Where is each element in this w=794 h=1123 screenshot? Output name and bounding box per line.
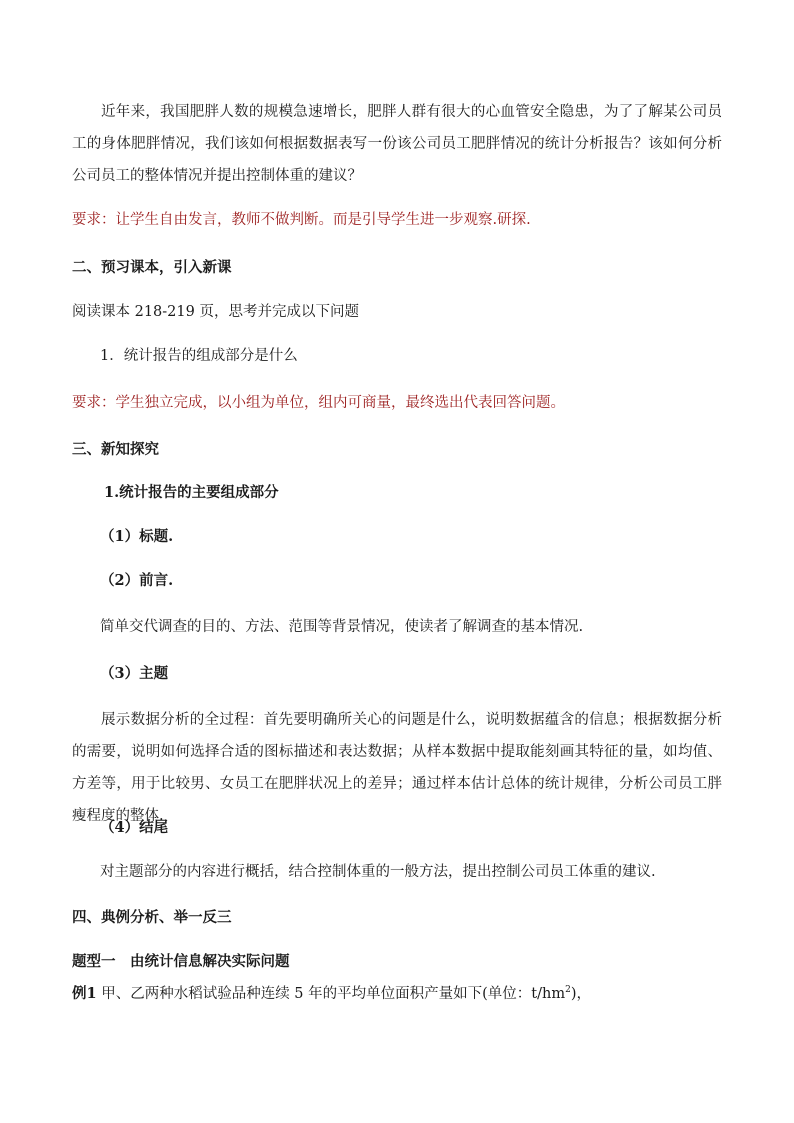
example-superscript: 2 <box>565 985 571 996</box>
type-title: 题型一 由统计信息解决实际问题 <box>72 953 290 970</box>
intro-requirement: 要求：让学生自由发言，教师不做判断。而是引导学生进一步观察.研探. <box>72 212 531 228</box>
section3-subheading: 1.统计报告的主要组成部分 <box>104 484 279 501</box>
part-text-4: 对主题部分的内容进行概括，结合控制体重的一般方法，提出控制公司员工体重的建议. <box>100 864 656 880</box>
example-line <box>72 984 722 1004</box>
part-title-3: （3）主题 <box>100 665 169 682</box>
part-text-3: 展示数据分析的全过程：首先要明确所关心的问题是什么，说明数据蕴含的信息；根据数据分析的需要，说明如何选择合适的图标描述和表达数据；从样本数据中提取能刻画其特征的量，如均值、方差等，用于比较男、女员工在肥胖状况上的差异；通过样本估计总体的统计规律，分析公司员工胖瘦程度的整体. <box>72 712 722 824</box>
part-title-1: （1）标题. <box>100 528 174 545</box>
example-label: 例1 <box>72 985 97 1002</box>
example-end: )， <box>570 986 592 1002</box>
section2-instruction: 阅读课本 218-219 页，思考并完成以下问题 <box>72 304 359 320</box>
part-title-2: （2）前言. <box>100 572 174 589</box>
section4-heading: 四、典例分析、举一反三 <box>72 909 232 926</box>
example-text: 甲、乙两种水稻试验品种连续 5 年的平均单位面积产量如下(单位：t/hm <box>101 986 566 1002</box>
section2-heading: 二、预习课本，引入新课 <box>72 259 232 276</box>
part-text-2: 简单交代调查的目的、方法、范围等背景情况，使读者了解调查的基本情况. <box>100 619 584 635</box>
section2-requirement: 要求：学生独立完成，以小组为单位，组内可商量，最终选出代表回答问题。 <box>72 395 565 411</box>
intro-paragraph: 近年来，我国肥胖人数的规模急速增长，肥胖人群有很大的心血管安全隐患，为了了解某公司员工的身体肥胖情况，我们该如何根据数据表写一份该公司员工肥胖情况的统计分析报告？该如何分析公司员工的整体情况并提出控制体重的建议？ <box>72 104 722 184</box>
part-title-4: （4）结尾 <box>100 819 169 836</box>
section3-heading: 三、新知探究 <box>72 441 159 458</box>
section2-question: 1．统计报告的组成部分是什么 <box>100 348 298 364</box>
